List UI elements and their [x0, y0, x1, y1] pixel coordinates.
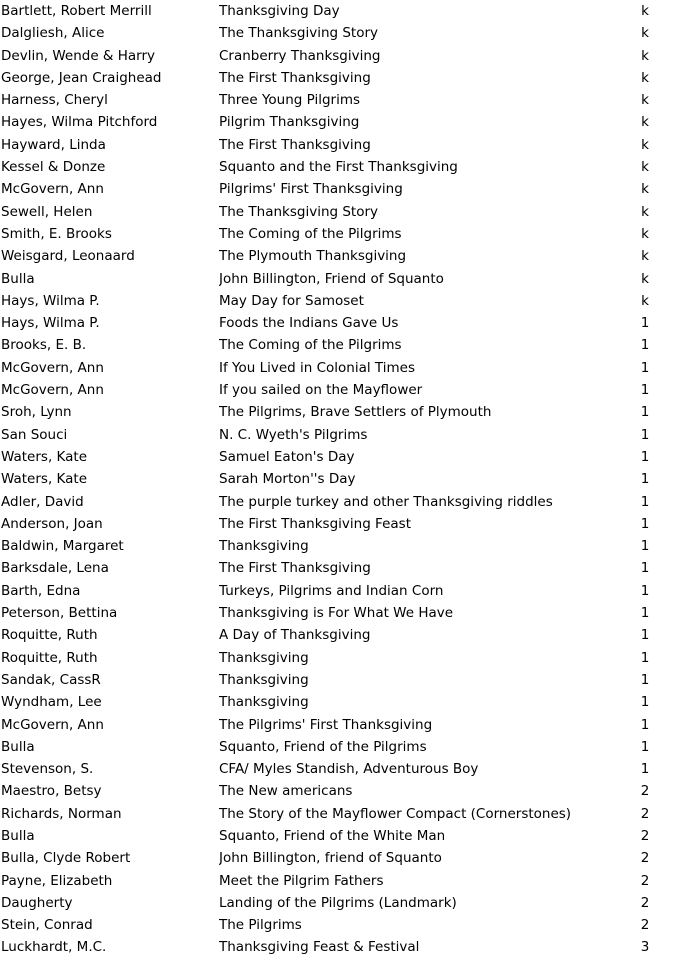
table-row: [0, 580, 679, 602]
title-cell: The Coming of the Pilgrims: [219, 225, 402, 242]
grade-level-cell: k: [641, 248, 649, 265]
author-cell: Richards, Norman: [1, 805, 122, 822]
grade-level-cell: 2: [640, 783, 650, 800]
table-row: [0, 357, 679, 379]
grade-level-cell: 1: [640, 538, 650, 555]
author-cell: Brooks, E. B.: [1, 337, 87, 354]
table-row: [0, 89, 679, 111]
table-row: [0, 22, 679, 44]
author-cell: Waters, Kate: [1, 471, 88, 488]
author-cell: McGovern, Ann: [1, 359, 104, 376]
title-cell: The First Thanksgiving: [219, 136, 371, 153]
table-row: [0, 647, 679, 669]
table-row: [0, 290, 679, 312]
title-cell: The purple turkey and other Thanksgiving riddles: [219, 493, 553, 510]
grade-level-cell: 1: [640, 560, 650, 577]
author-cell: Waters, Kate: [1, 448, 88, 465]
title-cell: John Billington, friend of Squanto: [219, 850, 442, 867]
title-cell: CFA/ Myles Standish, Adventurous Boy: [219, 761, 479, 778]
table-row: [0, 936, 679, 958]
title-cell: Three Young Pilgrims: [219, 92, 361, 109]
grade-level-cell: 1: [640, 605, 650, 622]
title-cell: Thanksgiving: [219, 671, 309, 688]
title-cell: The Pilgrims' First Thanksgiving: [219, 716, 433, 733]
table-row: [0, 379, 679, 401]
grade-level-cell: 2: [640, 805, 650, 822]
author-cell: McGovern, Ann: [1, 382, 104, 399]
grade-level-cell: k: [641, 47, 649, 64]
grade-level-cell: 2: [640, 894, 650, 911]
grade-level-cell: 2: [640, 850, 650, 867]
table-row: [0, 669, 679, 691]
table-row: [0, 312, 679, 334]
author-cell: Adler, David: [1, 493, 84, 510]
title-cell: Meet the Pilgrim Fathers: [219, 872, 384, 889]
table-row: [0, 803, 679, 825]
table-row: [0, 178, 679, 200]
author-cell: Bulla: [1, 270, 35, 287]
table-row: [0, 513, 679, 535]
author-cell: San Souci: [1, 426, 68, 443]
author-cell: Devlin, Wende & Harry: [1, 47, 156, 64]
author-cell: Harness, Cheryl: [1, 92, 108, 109]
table-row: [0, 111, 679, 133]
author-cell: Barth, Edna: [1, 582, 81, 599]
table-row: [0, 245, 679, 267]
grade-level-cell: 1: [640, 315, 650, 332]
title-cell: May Day for Samoset: [219, 292, 364, 309]
title-cell: Thanksgiving: [219, 694, 309, 711]
grade-level-cell: k: [641, 159, 649, 176]
title-cell: Pilgrim Thanksgiving: [219, 114, 360, 131]
grade-level-cell: 1: [640, 761, 650, 778]
title-cell: The Pilgrims, Brave Settlers of Plymouth: [219, 404, 492, 421]
author-cell: Luckhardt, M.C.: [1, 939, 107, 956]
grade-level-cell: 1: [640, 359, 650, 376]
grade-level-cell: 1: [640, 404, 650, 421]
author-cell: Bulla: [1, 738, 35, 755]
table-row: [0, 691, 679, 713]
title-cell: Pilgrims' First Thanksgiving: [219, 181, 403, 198]
grade-level-cell: k: [641, 3, 649, 19]
table-row: [0, 870, 679, 892]
author-cell: McGovern, Ann: [1, 181, 104, 198]
grade-level-cell: k: [641, 292, 649, 309]
author-cell: Wyndham, Lee: [1, 694, 102, 711]
title-cell: The Thanksgiving Story: [219, 25, 379, 42]
table-row: [0, 847, 679, 869]
title-cell: A Day of Thanksgiving: [219, 627, 371, 644]
table-row: [0, 602, 679, 624]
title-cell: The First Thanksgiving Feast: [219, 515, 411, 532]
title-cell: John Billington, Friend of Squanto: [219, 270, 444, 287]
table-row: [0, 468, 679, 490]
title-cell: Sarah Morton''s Day: [219, 471, 356, 488]
grade-level-cell: 1: [640, 337, 650, 354]
author-cell: Sroh, Lynn: [1, 404, 72, 421]
title-cell: Cranberry Thanksgiving: [219, 47, 381, 64]
title-cell: Thanksgiving: [219, 538, 309, 555]
author-cell: Sewell, Helen: [1, 203, 93, 220]
table-row: [0, 134, 679, 156]
author-cell: Barksdale, Lena: [1, 560, 109, 577]
author-cell: Daugherty: [1, 894, 73, 911]
author-cell: Payne, Elizabeth: [1, 872, 113, 889]
table-row: [0, 758, 679, 780]
author-cell: Roquitte, Ruth: [1, 627, 98, 644]
title-cell: The New americans: [219, 783, 353, 800]
title-cell: The Plymouth Thanksgiving: [219, 248, 407, 265]
table-row: [0, 624, 679, 646]
title-cell: Thanksgiving Day: [219, 3, 340, 19]
author-cell: Sandak, CassR: [1, 671, 101, 688]
grade-level-cell: k: [641, 114, 649, 131]
author-cell: Anderson, Joan: [1, 515, 103, 532]
grade-level-cell: 1: [640, 694, 650, 711]
title-cell: The Thanksgiving Story: [219, 203, 379, 220]
grade-level-cell: 1: [640, 627, 650, 644]
author-cell: Roquitte, Ruth: [1, 649, 98, 666]
table-row: [0, 156, 679, 178]
author-cell: Bulla, Clyde Robert: [1, 850, 131, 867]
table-row: [0, 67, 679, 89]
table-row: [0, 0, 679, 22]
title-cell: Thanksgiving: [219, 649, 309, 666]
grade-level-cell: 3: [640, 939, 650, 956]
author-cell: Stein, Conrad: [1, 917, 93, 934]
title-cell: Samuel Eaton's Day: [219, 448, 355, 465]
table-row: [0, 45, 679, 67]
title-cell: The Story of the Mayflower Compact (Cornerstones): [219, 805, 572, 822]
grade-level-cell: k: [641, 25, 649, 42]
table-row: [0, 535, 679, 557]
title-cell: Turkeys, Pilgrims and Indian Corn: [219, 582, 444, 599]
table-row: [0, 914, 679, 936]
title-cell: Thanksgiving Feast & Festival: [219, 939, 420, 956]
grade-level-cell: k: [641, 203, 649, 220]
title-cell: N. C. Wyeth's Pilgrims: [219, 426, 368, 443]
author-cell: Maestro, Betsy: [1, 783, 102, 800]
author-cell: Weisgard, Leonaard: [1, 248, 135, 265]
table-row: [0, 401, 679, 423]
author-cell: Dalgliesh, Alice: [1, 25, 105, 42]
table-row: [0, 223, 679, 245]
author-cell: Peterson, Bettina: [1, 605, 118, 622]
grade-level-cell: 1: [640, 515, 650, 532]
grade-level-cell: 2: [640, 917, 650, 934]
table-row: [0, 491, 679, 513]
title-cell: The Pilgrims: [219, 917, 302, 934]
title-cell: Squanto and the First Thanksgiving: [219, 159, 458, 176]
grade-level-cell: k: [641, 92, 649, 109]
grade-level-cell: 2: [640, 872, 650, 889]
title-cell: The First Thanksgiving: [219, 560, 371, 577]
grade-level-cell: 1: [640, 382, 650, 399]
author-cell: Bartlett, Robert Merrill: [1, 3, 152, 19]
title-cell: Foods the Indians Gave Us: [219, 315, 399, 332]
grade-level-cell: 1: [640, 493, 650, 510]
title-cell: If You Lived in Colonial Times: [219, 359, 416, 376]
table-row: [0, 714, 679, 736]
author-cell: Kessel & Donze: [1, 159, 106, 176]
author-cell: Hays, Wilma P.: [1, 315, 100, 332]
table-row: [0, 780, 679, 802]
title-cell: If you sailed on the Mayflower: [219, 382, 423, 399]
grade-level-cell: k: [641, 181, 649, 198]
grade-level-cell: 1: [640, 582, 650, 599]
grade-level-cell: k: [641, 270, 649, 287]
title-cell: The First Thanksgiving: [219, 69, 371, 86]
title-cell: Squanto, Friend of the Pilgrims: [219, 738, 427, 755]
title-cell: Squanto, Friend of the White Man: [219, 827, 446, 844]
table-row: [0, 557, 679, 579]
title-cell: Thanksgiving is For What We Have: [219, 605, 454, 622]
grade-level-cell: 1: [640, 471, 650, 488]
title-cell: The Coming of the Pilgrims: [219, 337, 402, 354]
author-cell: George, Jean Craighead: [1, 69, 162, 86]
table-row: [0, 424, 679, 446]
author-cell: McGovern, Ann: [1, 716, 104, 733]
grade-level-cell: 1: [640, 671, 650, 688]
grade-level-cell: 2: [640, 827, 650, 844]
author-cell: Baldwin, Margaret: [1, 538, 124, 555]
grade-level-cell: 1: [640, 716, 650, 733]
author-cell: Smith, E. Brooks: [1, 225, 112, 242]
grade-level-cell: 1: [640, 448, 650, 465]
author-cell: Stevenson, S.: [1, 761, 94, 778]
table-row: [0, 334, 679, 356]
grade-level-cell: 1: [640, 738, 650, 755]
grade-level-cell: k: [641, 136, 649, 153]
author-cell: Hayes, Wilma Pitchford: [1, 114, 158, 131]
author-cell: Hayward, Linda: [1, 136, 106, 153]
grade-level-cell: 1: [640, 649, 650, 666]
table-row: [0, 268, 679, 290]
table-row: [0, 446, 679, 468]
table-row: [0, 201, 679, 223]
table-row: [0, 825, 679, 847]
table-row: [0, 892, 679, 914]
author-cell: Hays, Wilma P.: [1, 292, 100, 309]
grade-level-cell: 1: [640, 426, 650, 443]
grade-level-cell: k: [641, 225, 649, 242]
title-cell: Landing of the Pilgrims (Landmark): [219, 894, 457, 911]
author-cell: Bulla: [1, 827, 35, 844]
table-row: [0, 736, 679, 758]
grade-level-cell: k: [641, 69, 649, 86]
